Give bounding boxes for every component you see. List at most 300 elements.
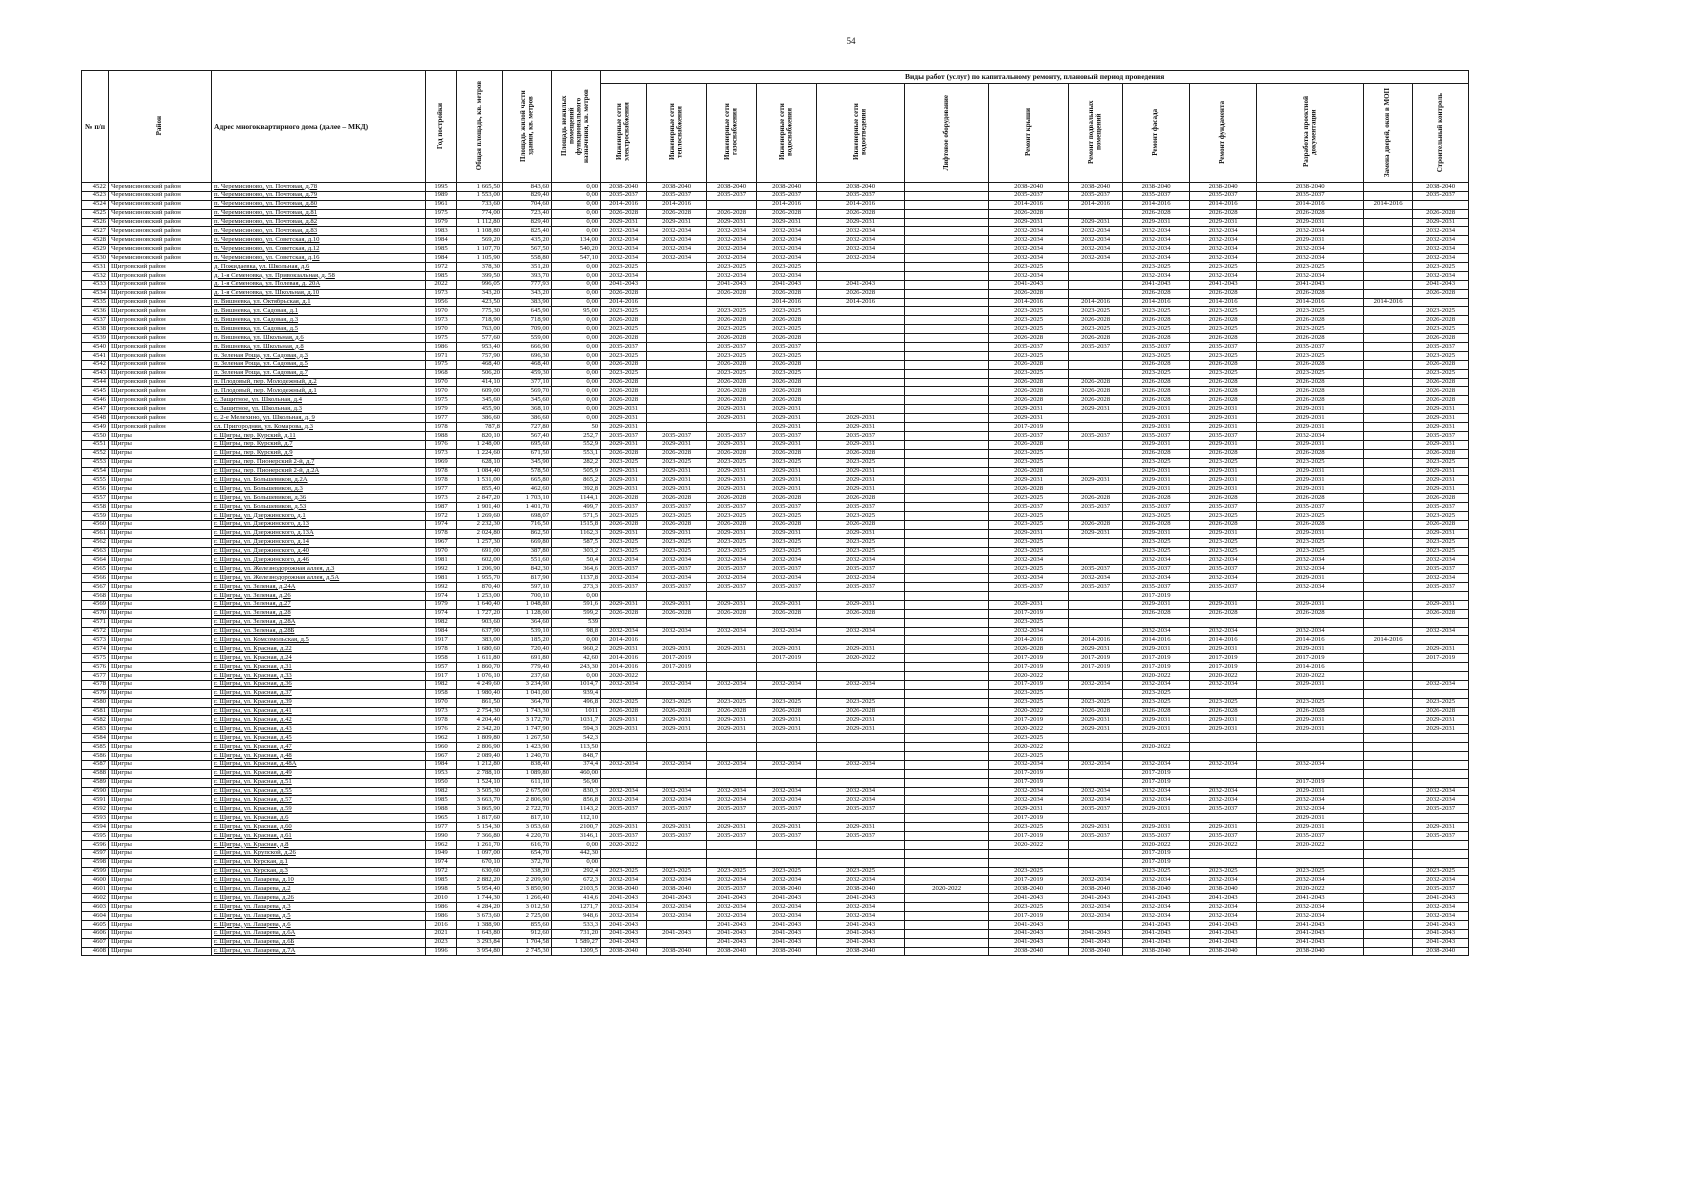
cell-construction-control: 2023-2025 xyxy=(1413,458,1469,467)
cell-construction-control: 2029-2031 xyxy=(1413,440,1469,449)
cell-construction-control: 2032-2034 xyxy=(1413,556,1469,565)
cell-construction-control: 2026-2028 xyxy=(1413,387,1469,396)
cell-foundation: 2029-2031 xyxy=(1190,476,1257,485)
cell-sewerage: 2032-2034 xyxy=(817,236,905,245)
cell-facade: 2029-2031 xyxy=(1123,823,1190,832)
cell-design-docs: 2029-2031 xyxy=(1257,574,1364,583)
cell-water-supply xyxy=(757,814,817,823)
cell-water-supply: 2026-2028 xyxy=(757,209,817,218)
cell-area-living: 343,20 xyxy=(503,289,552,298)
cell-facade: 2026-2028 xyxy=(1123,360,1190,369)
table-row xyxy=(82,183,1469,192)
cell-construction-control: 2035-2037 xyxy=(1413,565,1469,574)
cell-gas: 2023-2025 xyxy=(707,547,757,556)
cell-design-docs: 2026-2028 xyxy=(1257,378,1364,387)
cell-elevator xyxy=(905,351,989,360)
cell-doors-windows xyxy=(1364,191,1413,200)
cell-gas: 2023-2025 xyxy=(707,698,757,707)
cell-foundation: 2029-2031 xyxy=(1190,405,1257,414)
cell-doors-windows xyxy=(1364,583,1413,592)
cell-district: Щигры xyxy=(109,503,212,512)
cell-area-nonres: 939,4 xyxy=(552,689,601,698)
cell-electricity: 2032-2034 xyxy=(601,556,647,565)
cell-area-nonres: 594,3 xyxy=(552,725,601,734)
cell-facade: 2017-2019 xyxy=(1123,769,1190,778)
cell-area-total: 861,50 xyxy=(457,698,503,707)
cell-facade: 2032-2034 xyxy=(1123,245,1190,254)
cell-year: 1973 xyxy=(426,494,457,503)
cell-gas: 2038-2040 xyxy=(707,947,757,956)
cell-num: 4522 xyxy=(82,183,109,192)
cell-area-nonres: 252,7 xyxy=(552,431,601,440)
cell-elevator xyxy=(905,183,989,192)
cell-construction-control: 2023-2025 xyxy=(1413,369,1469,378)
cell-elevator xyxy=(905,645,989,654)
cell-electricity xyxy=(601,734,647,743)
cell-electricity: 2020-2022 xyxy=(601,840,647,849)
cell-elevator xyxy=(905,707,989,716)
cell-facade: 2032-2034 xyxy=(1123,627,1190,636)
cell-num: 4557 xyxy=(82,494,109,503)
cell-area-nonres: 1014,7 xyxy=(552,680,601,689)
cell-area-total: 5 154,30 xyxy=(457,823,503,832)
cell-address: г. Щигры, ул. Красная, д.49 xyxy=(212,769,426,778)
cell-foundation: 2026-2028 xyxy=(1190,609,1257,618)
table-row xyxy=(82,316,1469,325)
cell-area-total: 577,60 xyxy=(457,334,503,343)
cell-elevator xyxy=(905,787,989,796)
cell-heating: 2023-2025 xyxy=(647,698,707,707)
cell-year: 1985 xyxy=(426,796,457,805)
cell-area-total: 1 107,70 xyxy=(457,245,503,254)
cell-area-living: 829,40 xyxy=(503,218,552,227)
cell-area-nonres: 2103,5 xyxy=(552,885,601,894)
cell-roof: 2032-2034 xyxy=(989,227,1069,236)
cell-sewerage xyxy=(817,663,905,672)
cell-basement xyxy=(1069,849,1123,858)
cell-facade: 2026-2028 xyxy=(1123,396,1190,405)
cell-gas: 2032-2034 xyxy=(707,876,757,885)
cell-heating xyxy=(647,734,707,743)
cell-area-living: 2 745,30 xyxy=(503,947,552,956)
cell-address: г. Щигры, ул. Зеленая, д.26 xyxy=(212,591,426,600)
cell-address: г. Щигры, ул. Красная, д.39 xyxy=(212,698,426,707)
cell-area-nonres: 0,00 xyxy=(552,209,601,218)
cell-electricity: 2029-2031 xyxy=(601,645,647,654)
cell-foundation: 2029-2031 xyxy=(1190,414,1257,423)
table-row xyxy=(82,867,1469,876)
cell-design-docs: 2041-2043 xyxy=(1257,920,1364,929)
cell-area-nonres: 856,8 xyxy=(552,796,601,805)
cell-address: г. Щигры, пер. Пионерский 2-й, д.7 xyxy=(212,458,426,467)
cell-electricity: 2029-2031 xyxy=(601,414,647,423)
cell-district: Черемисиновский район xyxy=(109,236,212,245)
cell-area-nonres: 0,00 xyxy=(552,227,601,236)
cell-area-living: 393,70 xyxy=(503,271,552,280)
cell-doors-windows xyxy=(1364,938,1413,947)
cell-roof: 2026-2028 xyxy=(989,440,1069,449)
cell-water-supply: 2023-2025 xyxy=(757,458,817,467)
cell-sewerage xyxy=(817,405,905,414)
cell-water-supply: 2032-2034 xyxy=(757,271,817,280)
cell-sewerage: 2014-2016 xyxy=(817,298,905,307)
cell-address: г. Щигры, ул. Лазарева, д.2 xyxy=(212,885,426,894)
cell-address: г. Щигры, ул. Лазарева, д.6А xyxy=(212,929,426,938)
cell-electricity: 2029-2031 xyxy=(601,405,647,414)
cell-district: Щигры xyxy=(109,583,212,592)
cell-facade: 2029-2031 xyxy=(1123,645,1190,654)
cell-elevator xyxy=(905,591,989,600)
cell-area-nonres: 442,30 xyxy=(552,849,601,858)
cell-area-total: 1 809,80 xyxy=(457,734,503,743)
cell-address: п. Черемисиново, ул. Советская, д.10 xyxy=(212,236,426,245)
cell-area-total: 1 727,20 xyxy=(457,609,503,618)
cell-water-supply: 2026-2028 xyxy=(757,387,817,396)
cell-gas: 2041-2043 xyxy=(707,280,757,289)
cell-construction-control: 2029-2031 xyxy=(1413,405,1469,414)
cell-elevator xyxy=(905,805,989,814)
cell-sewerage: 2029-2031 xyxy=(817,467,905,476)
cell-design-docs: 2029-2031 xyxy=(1257,645,1364,654)
work-label: Ремонт крыши xyxy=(1023,108,1032,157)
cell-address: г. Щигры, ул. Красная, д.47 xyxy=(212,743,426,752)
cell-elevator xyxy=(905,547,989,556)
cell-electricity: 2023-2025 xyxy=(601,351,647,360)
cell-roof: 2023-2025 xyxy=(989,494,1069,503)
cell-elevator xyxy=(905,840,989,849)
cell-facade: 2023-2025 xyxy=(1123,698,1190,707)
cell-area-total: 1 524,10 xyxy=(457,778,503,787)
cell-year: 1973 xyxy=(426,289,457,298)
cell-roof: 2014-2016 xyxy=(989,298,1069,307)
cell-basement xyxy=(1069,458,1123,467)
cell-facade: 2026-2028 xyxy=(1123,387,1190,396)
cell-design-docs xyxy=(1257,689,1364,698)
cell-area-living: 2 675,00 xyxy=(503,787,552,796)
cell-doors-windows xyxy=(1364,734,1413,743)
cell-heating: 2023-2025 xyxy=(647,867,707,876)
cell-heating: 2032-2034 xyxy=(647,245,707,254)
cell-doors-windows xyxy=(1364,405,1413,414)
cell-area-living: 696,30 xyxy=(503,351,552,360)
cell-area-total: 996,05 xyxy=(457,280,503,289)
cell-roof: 2041-2043 xyxy=(989,280,1069,289)
cell-construction-control: 2032-2034 xyxy=(1413,254,1469,263)
cell-area-total: 569,20 xyxy=(457,236,503,245)
cell-heating xyxy=(647,298,707,307)
cell-sewerage: 2035-2037 xyxy=(817,191,905,200)
cell-facade: 2038-2040 xyxy=(1123,885,1190,894)
table-row xyxy=(82,876,1469,885)
cell-foundation: 2035-2037 xyxy=(1190,503,1257,512)
cell-num: 4536 xyxy=(82,307,109,316)
cell-doors-windows xyxy=(1364,209,1413,218)
cell-doors-windows xyxy=(1364,343,1413,352)
cell-num: 4583 xyxy=(82,725,109,734)
cell-address: п. Вишневка, ул. Октябрьская, д.1 xyxy=(212,298,426,307)
cell-facade: 2032-2034 xyxy=(1123,876,1190,885)
cell-doors-windows xyxy=(1364,760,1413,769)
cell-design-docs: 2041-2043 xyxy=(1257,280,1364,289)
cell-year: 1977 xyxy=(426,823,457,832)
cell-elevator xyxy=(905,218,989,227)
cell-doors-windows xyxy=(1364,947,1413,956)
cell-sewerage xyxy=(817,734,905,743)
cell-roof: 2041-2043 xyxy=(989,929,1069,938)
cell-address: г. Щигры, ул. Зеленая, д.24А xyxy=(212,583,426,592)
cell-facade: 2026-2028 xyxy=(1123,334,1190,343)
cell-basement xyxy=(1069,556,1123,565)
cell-elevator xyxy=(905,209,989,218)
cell-district: Щигры xyxy=(109,680,212,689)
cell-gas: 2035-2037 xyxy=(707,565,757,574)
cell-roof: 2023-2025 xyxy=(989,511,1069,520)
cell-basement xyxy=(1069,485,1123,494)
cell-sewerage: 2029-2031 xyxy=(817,414,905,423)
cell-area-living: 368,10 xyxy=(503,405,552,414)
cell-district: Щигры xyxy=(109,707,212,716)
cell-facade: 2029-2031 xyxy=(1123,600,1190,609)
cell-area-total: 5 954,40 xyxy=(457,885,503,894)
cell-doors-windows xyxy=(1364,894,1413,903)
cell-area-living: 2 209,90 xyxy=(503,876,552,885)
cell-area-living: 2 722,70 xyxy=(503,805,552,814)
cell-electricity: 2023-2025 xyxy=(601,307,647,316)
cell-year: 1970 xyxy=(426,547,457,556)
cell-electricity xyxy=(601,858,647,867)
cell-num: 4565 xyxy=(82,565,109,574)
cell-facade: 2032-2034 xyxy=(1123,574,1190,583)
cell-roof: 2023-2025 xyxy=(989,903,1069,912)
cell-heating: 2032-2034 xyxy=(647,787,707,796)
cell-doors-windows xyxy=(1364,867,1413,876)
cell-address: г. Щигры, ул. Зеленая, д.27 xyxy=(212,600,426,609)
cell-heating xyxy=(647,316,707,325)
cell-year: 1974 xyxy=(426,858,457,867)
works-group-header xyxy=(601,71,1469,84)
table-row xyxy=(82,271,1469,280)
cell-district: Щигровский район xyxy=(109,271,212,280)
cell-doors-windows xyxy=(1364,707,1413,716)
cell-area-nonres: 0,00 xyxy=(552,334,601,343)
cell-area-total: 506,20 xyxy=(457,369,503,378)
cell-electricity: 2032-2034 xyxy=(601,627,647,636)
cell-num: 4577 xyxy=(82,671,109,680)
cell-num: 4539 xyxy=(82,334,109,343)
cell-gas: 2029-2031 xyxy=(707,476,757,485)
cell-electricity: 2035-2037 xyxy=(601,583,647,592)
cell-address: г. Щигры, ул. Лазарева, д.3 xyxy=(212,903,426,912)
cell-design-docs: 2029-2031 xyxy=(1257,440,1364,449)
cell-basement xyxy=(1069,600,1123,609)
cell-foundation: 2023-2025 xyxy=(1190,547,1257,556)
cell-electricity: 2032-2034 xyxy=(601,245,647,254)
cell-area-living: 720,40 xyxy=(503,645,552,654)
cell-roof: 2017-2019 xyxy=(989,778,1069,787)
cell-num: 4601 xyxy=(82,885,109,894)
cell-elevator xyxy=(905,476,989,485)
cell-sewerage: 2032-2034 xyxy=(817,760,905,769)
cell-roof: 2023-2025 xyxy=(989,538,1069,547)
cell-num: 4586 xyxy=(82,752,109,761)
cell-area-nonres: 0,00 xyxy=(552,378,601,387)
cell-area-total: 757,90 xyxy=(457,351,503,360)
cell-electricity: 2026-2028 xyxy=(601,387,647,396)
cell-roof: 2041-2043 xyxy=(989,894,1069,903)
cell-area-living: 1 743,30 xyxy=(503,707,552,716)
page-number: 54 xyxy=(846,36,856,46)
cell-construction-control: 2029-2031 xyxy=(1413,529,1469,538)
cell-doors-windows xyxy=(1364,183,1413,192)
cell-address: г. Щигры, ул. Лазарева, д.6 xyxy=(212,920,426,929)
col-header-district xyxy=(109,71,212,183)
cell-area-living: 468,40 xyxy=(503,360,552,369)
cell-area-total: 3 954,80 xyxy=(457,947,503,956)
table-row xyxy=(82,671,1469,680)
cell-foundation: 2029-2031 xyxy=(1190,725,1257,734)
cell-area-nonres: 0,00 xyxy=(552,387,601,396)
cell-basement xyxy=(1069,423,1123,432)
cell-area-living: 551,60 xyxy=(503,556,552,565)
cell-construction-control: 2032-2034 xyxy=(1413,271,1469,280)
cell-num: 4607 xyxy=(82,938,109,947)
cell-num: 4529 xyxy=(82,245,109,254)
cell-basement: 2029-2031 xyxy=(1069,725,1123,734)
cell-year: 1972 xyxy=(426,263,457,272)
cell-basement: 2026-2028 xyxy=(1069,396,1123,405)
cell-area-total: 2 788,10 xyxy=(457,769,503,778)
cell-facade: 2026-2028 xyxy=(1123,316,1190,325)
cell-num: 4554 xyxy=(82,467,109,476)
cell-area-total: 1 665,50 xyxy=(457,183,503,192)
cell-area-total: 1 980,40 xyxy=(457,689,503,698)
cell-water-supply xyxy=(757,769,817,778)
cell-water-supply: 2026-2028 xyxy=(757,289,817,298)
cell-water-supply: 2029-2031 xyxy=(757,423,817,432)
cell-basement xyxy=(1069,609,1123,618)
cell-water-supply: 2032-2034 xyxy=(757,627,817,636)
cell-sewerage xyxy=(817,387,905,396)
cell-year: 1984 xyxy=(426,254,457,263)
cell-elevator xyxy=(905,654,989,663)
cell-foundation xyxy=(1190,743,1257,752)
cell-district: Щигры xyxy=(109,760,212,769)
cell-water-supply: 2041-2043 xyxy=(757,280,817,289)
cell-heating: 2035-2037 xyxy=(647,583,707,592)
cell-design-docs: 2026-2028 xyxy=(1257,449,1364,458)
cell-area-living: 1 704,58 xyxy=(503,938,552,947)
cell-facade: 2026-2028 xyxy=(1123,520,1190,529)
cell-num: 4566 xyxy=(82,574,109,583)
table-body xyxy=(82,183,1469,956)
cell-district: Щигры xyxy=(109,912,212,921)
cell-gas xyxy=(707,858,757,867)
cell-elevator xyxy=(905,254,989,263)
col-header-work-8 xyxy=(1069,84,1123,183)
cell-area-total: 2 089,40 xyxy=(457,752,503,761)
cell-foundation xyxy=(1190,769,1257,778)
cell-elevator xyxy=(905,778,989,787)
cell-water-supply xyxy=(757,840,817,849)
cell-heating: 2032-2034 xyxy=(647,574,707,583)
cell-heating xyxy=(647,378,707,387)
cell-address: г. Щигры, ул. Зеленая, д.28Б xyxy=(212,627,426,636)
cell-construction-control: 2023-2025 xyxy=(1413,547,1469,556)
work-label: Инженерные сети водоснабжения xyxy=(778,103,794,161)
cell-water-supply: 2032-2034 xyxy=(757,760,817,769)
cell-sewerage: 2029-2031 xyxy=(817,485,905,494)
cell-district: Щигровский район xyxy=(109,334,212,343)
cell-sewerage: 2026-2028 xyxy=(817,609,905,618)
table-row xyxy=(82,547,1469,556)
cell-area-living: 338,20 xyxy=(503,867,552,876)
cell-elevator xyxy=(905,271,989,280)
col-header-year xyxy=(426,71,457,183)
cell-design-docs: 2026-2028 xyxy=(1257,707,1364,716)
cell-district: Щигровский район xyxy=(109,263,212,272)
cell-area-nonres: 0,00 xyxy=(552,636,601,645)
cell-design-docs: 2032-2034 xyxy=(1257,271,1364,280)
cell-foundation: 2029-2031 xyxy=(1190,529,1257,538)
cell-water-supply: 2038-2040 xyxy=(757,947,817,956)
cell-basement xyxy=(1069,671,1123,680)
cell-year: 1978 xyxy=(426,716,457,725)
cell-basement: 2026-2028 xyxy=(1069,316,1123,325)
cell-sewerage: 2023-2025 xyxy=(817,538,905,547)
cell-address: г. Щигры, ул. Лазарева, д.26 xyxy=(212,894,426,903)
cell-water-supply: 2041-2043 xyxy=(757,894,817,903)
cell-basement: 2035-2037 xyxy=(1069,583,1123,592)
cell-sewerage xyxy=(817,325,905,334)
cell-year: 1984 xyxy=(426,236,457,245)
cell-doors-windows xyxy=(1364,529,1413,538)
cell-area-total: 343,20 xyxy=(457,289,503,298)
cell-num: 4578 xyxy=(82,680,109,689)
cell-sewerage: 2041-2043 xyxy=(817,938,905,947)
cell-address: г. Щигры, ул. Красная, д.22 xyxy=(212,645,426,654)
cell-address: п. Вишневка, ул. Школьная, д.6 xyxy=(212,334,426,343)
cell-doors-windows xyxy=(1364,254,1413,263)
cell-district: Черемисиновский район xyxy=(109,245,212,254)
cell-sewerage xyxy=(817,263,905,272)
cell-design-docs xyxy=(1257,752,1364,761)
cell-facade: 2023-2025 xyxy=(1123,351,1190,360)
cell-address: п. Вишневка, ул. Садовая, д.1 xyxy=(212,307,426,316)
cell-address: г. Щигры, ул. Большевиков, д.36 xyxy=(212,494,426,503)
cell-area-living: 777,93 xyxy=(503,280,552,289)
cell-district: Щигры xyxy=(109,769,212,778)
cell-elevator xyxy=(905,734,989,743)
cell-address: г. Щигры, ул. Красная, д.60 xyxy=(212,823,426,832)
cell-district: Черемисиновский район xyxy=(109,209,212,218)
cell-address: г. Щигры, ул. Красная, д.31 xyxy=(212,663,426,672)
cell-area-nonres: 0,00 xyxy=(552,343,601,352)
table-row xyxy=(82,725,1469,734)
cell-year: 1982 xyxy=(426,680,457,689)
cell-num: 4563 xyxy=(82,547,109,556)
table-row xyxy=(82,912,1469,921)
cell-design-docs: 2032-2034 xyxy=(1257,254,1364,263)
table-row xyxy=(82,769,1469,778)
cell-basement: 2032-2034 xyxy=(1069,760,1123,769)
cell-gas: 2029-2031 xyxy=(707,725,757,734)
cell-electricity: 2014-2016 xyxy=(601,200,647,209)
cell-gas xyxy=(707,654,757,663)
cell-district: Щигры xyxy=(109,734,212,743)
cell-area-nonres: 1 589,27 xyxy=(552,938,601,947)
cell-area-living: 698,07 xyxy=(503,511,552,520)
cell-area-nonres: 113,50 xyxy=(552,743,601,752)
